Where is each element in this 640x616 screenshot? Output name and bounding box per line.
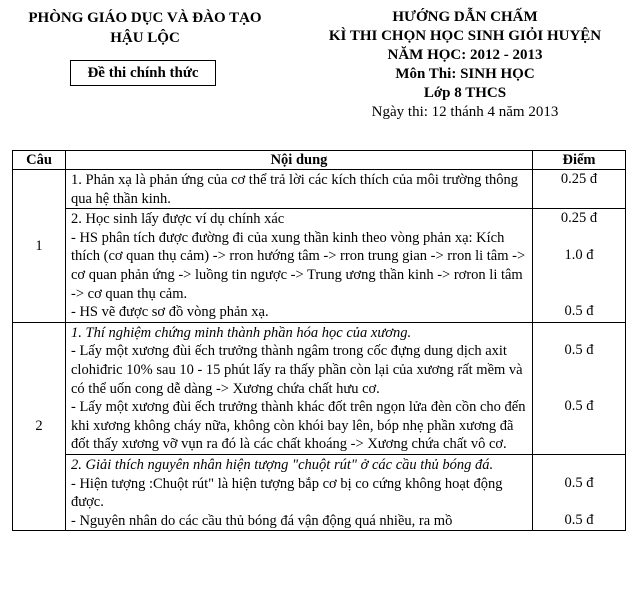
answer-title: 1. Thí nghiệm chứng minh thành phần hóa học của xương.	[71, 324, 412, 341]
answer-text: - Nguyên nhân do các cầu thủ bóng đá vận động quá nhiều, ra mồ	[71, 512, 453, 529]
col-score: Điểm	[533, 151, 626, 170]
answer-score	[533, 209, 626, 323]
answer-text: - Lấy một xương đùi ếch trưởng thành khác đốt trên ngọn lửa đèn cồn cho đến khi xương không cháy nữa, không còn khói bay lên, bóp nhẹ phần xương đã đốt thấy xương vỡ vụn ra đó là các chất khoáng -> Xương chứa chất vô cơ.	[71, 399, 526, 453]
answer-text: - Lấy một xương đùi ếch trưởng thành ngâm trong cốc đựng dung dịch axit clohiđric 10% sau 10 - 15 phút lấy ra thấy phần còn lại của xương rất mềm và có thể uốn cong dễ dàng -> Xương chứa chất hưu cơ.	[71, 343, 523, 397]
school-year: NĂM HỌC: 2012 - 2013	[387, 47, 543, 63]
col-question: Câu	[13, 151, 66, 170]
answer-score	[533, 170, 626, 209]
score-value: 0.5 đ	[564, 511, 594, 528]
table-row	[13, 209, 626, 323]
answer-text: - HS vẽ được sơ đồ vòng phản xạ.	[71, 304, 269, 321]
score-value: 0.5 đ	[564, 398, 594, 415]
answer-text: 1. Phản xạ là phản ứng của cơ thể trả lời các kích thích của môi trường thông qua hệ thần kinh.	[71, 172, 519, 207]
department-name: PHÒNG GIÁO DỤC VÀ ĐÀO TẠO	[28, 10, 262, 26]
score-value: 0.25 đ	[560, 171, 598, 187]
answer-text: 2. Học sinh lấy được ví dụ chính xác	[71, 211, 285, 228]
score-value: 1.0 đ	[564, 247, 594, 264]
exam-title-block	[290, 8, 640, 122]
answer-content	[66, 322, 533, 454]
score-value: 0.5 đ	[564, 474, 594, 491]
question-number: 1	[13, 170, 66, 323]
table-row	[13, 170, 626, 209]
score-value: 0.25 đ	[560, 210, 598, 227]
answer-content	[66, 170, 533, 209]
official-exam-box: Đề thi chính thức	[70, 60, 216, 86]
table-header-row	[13, 151, 626, 170]
answer-score	[533, 454, 626, 530]
question-number: 2	[13, 322, 66, 531]
guide-title: HƯỚNG DẪN CHẤM	[392, 9, 538, 25]
grade: Lớp 8 THCS	[423, 85, 507, 101]
answer-content	[66, 209, 533, 323]
answer-title: 2. Giải thích nguyên nhân hiện tượng "chuột rút" ở các cầu thủ bóng đá.	[71, 456, 494, 473]
district-name: HẬU LỘC	[110, 30, 180, 46]
grading-table	[12, 150, 626, 531]
exam-name: KÌ THI CHỌN HỌC SINH GIỎI HUYỆN	[328, 28, 602, 44]
score-value: 0.5 đ	[564, 342, 594, 359]
exam-date: Ngày thi: 12 thánh 4 năm 2013	[371, 104, 559, 120]
answer-score	[533, 322, 626, 454]
table-row	[13, 322, 626, 454]
answer-text: - Hiện tượng :Chuột rút" là hiện tượng bắp cơ bị co cứng không hoạt động được.	[71, 475, 503, 511]
subject: Môn Thi: SINH HỌC	[395, 66, 535, 82]
department-header	[0, 8, 290, 48]
table-row	[13, 454, 626, 530]
answer-content	[66, 454, 533, 530]
score-value: 0.5 đ	[564, 303, 594, 320]
answer-text: - HS phân tích được đường đi của xung thần kinh theo vòng phản xạ: Kích thích (cơ quan thụ cảm) -> rron hướng tâm -> rron trung gian -> rron li tâm -> cơ quan phản ứng -> luồng tin ngược -> Trung ương thần kinh -> rơron li tâm -> cơ quan thụ cảm.	[71, 229, 526, 302]
col-content: Nội dung	[66, 151, 533, 170]
